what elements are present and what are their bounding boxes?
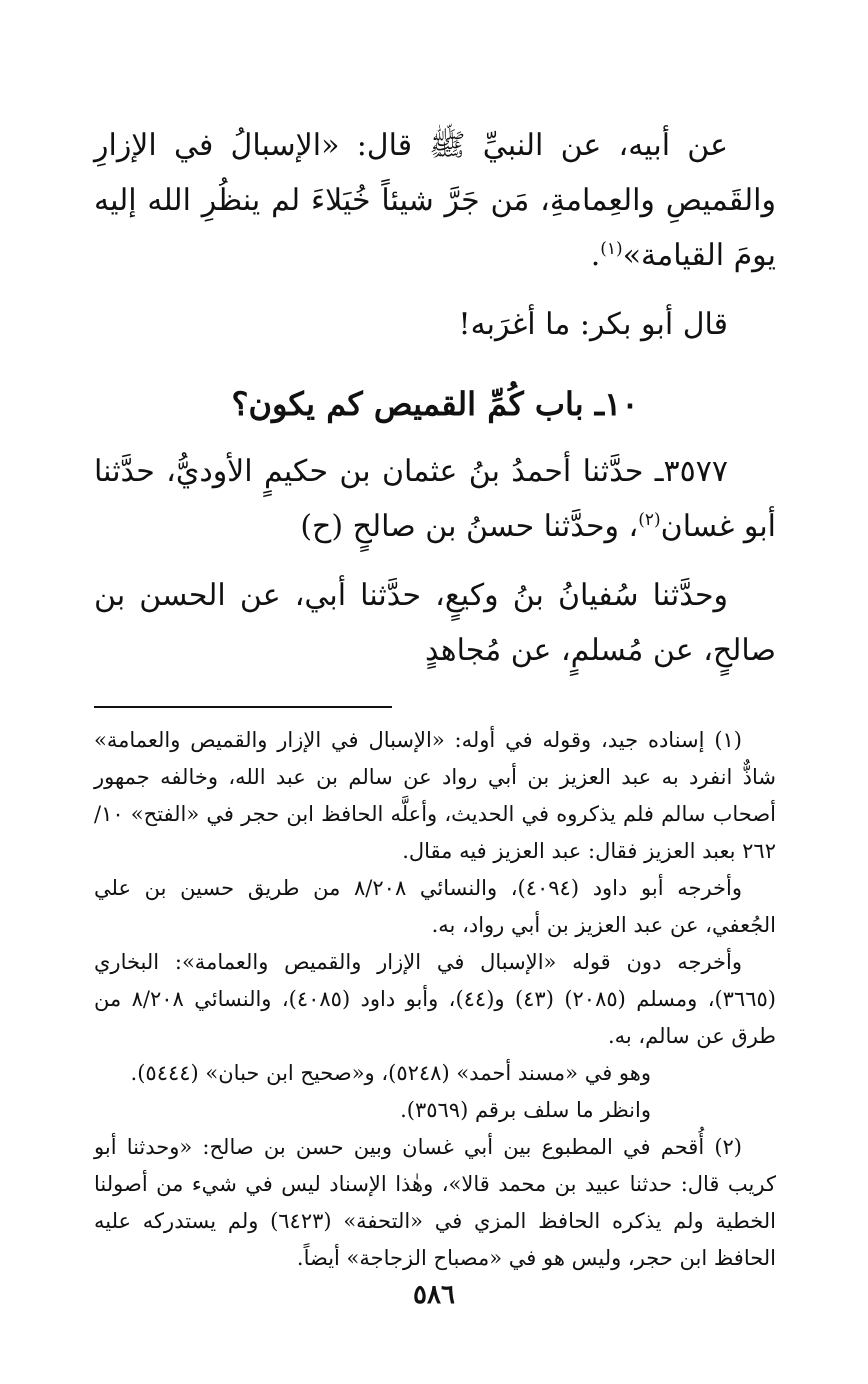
hadith-3577-part-a: ٣٥٧٧ـ حدَّثنا أحمدُ بنُ عثمان بن حكيمٍ الأوديُّ، حدَّثنا أبو غسان [94, 454, 776, 544]
page-body [94, 118, 776, 1277]
chapter-heading: ١٠ـ باب كُمِّ القميص كم يكون؟ [231, 385, 639, 423]
hadith-3577-second-isnad: وحدَّثنا سُفيانُ بنُ وكيعٍ، حدَّثنا أبي، عن الحسن بن صالحٍ، عن مُسلمٍ، عن مُجاهدٍ [94, 578, 776, 668]
footnote-1: (١) إسناده جيد، وقوله في أوله: «الإسبال في الإزار والقميص والعمامة» شاذٌّ انفرد به عبد العزيز بن أبي رواد عن سالم بن عبد الله، وخالفه جمهور أصحاب سالم فلم يذكروه في الحديث، وأعلَّه الحافظ ابن حجر في «الفتح» ١٠/ ٢٦٢ بعبد العزيز فقال: عبد العزيز فيه مقال. [94, 728, 776, 863]
footnote-1-takhrij: وأخرجه أبو داود (٤٠٩٤)، والنسائي ٨/٢٠٨ من طريق حسين بن علي الجُعفي، عن عبد العزيز بن أبي رواد، به. [94, 876, 776, 937]
hadith-3577-part-b: ، وحدَّثنا حسنُ بن صالحٍ (ح) [300, 509, 639, 544]
footnote-divider [94, 706, 392, 708]
hadith-3577-isnad [94, 444, 776, 554]
footnote-ref-2[interactable]: (٢) [638, 510, 661, 530]
commentary-line: قال أبو بكر: ما أغرَبه! [458, 307, 728, 342]
footnote-1-see-also: وانظر ما سلف برقم (٣٥٦٩). [400, 1098, 651, 1122]
footnotes [94, 722, 776, 1277]
hadith-continuation-tail: . [590, 238, 601, 273]
footnote-1-reference: وهو في «مسند أحمد» (٥٢٤٨)، و«صحيح ابن حبان» (٥٤٤٤). [130, 1061, 651, 1085]
hadith-continuation [94, 118, 776, 283]
footnote-ref-1[interactable]: (١) [600, 239, 623, 259]
page-number: ٥٨٦ [413, 1280, 455, 1310]
main-text [94, 118, 776, 678]
footnote-1-takhrij-2: وأخرجه دون قوله «الإسبال في الإزار والقميص والعمامة»: البخاري (٣٦٦٥)، ومسلم (٢٠٨٥) (٤٣) و(٤٤)، وأبو داود (٤٠٨٥)، والنسائي ٨/٢٠٨ من طرق عن سالم، به. [94, 950, 776, 1048]
footnote-2: (٢) أُقحم في المطبوع بين أبي غسان وبين حسن بن صالح: «وحدثنا أبو كريب قال: حدثنا عبيد بن محمد قالا»، وهٰذا الإسناد ليس في شيء من أصولنا الخطية ولم يذكره الحافظ المزي في «التحفة» (٦٤٢٣) ولم يستدركه عليه الحافظ ابن حجر، وليس هو في «مصباح الزجاجة» أيضاً. [94, 1135, 776, 1270]
hadith-continuation-text: عن أبيه، عن النبيِّ ﷺ قال: «الإسبالُ في الإزارِ والقَميصِ والعِمامةِ، مَن جَرَّ شيئاً خُيَلاءَ لم ينظُرِ الله إليه يومَ القيامة» [94, 128, 776, 273]
